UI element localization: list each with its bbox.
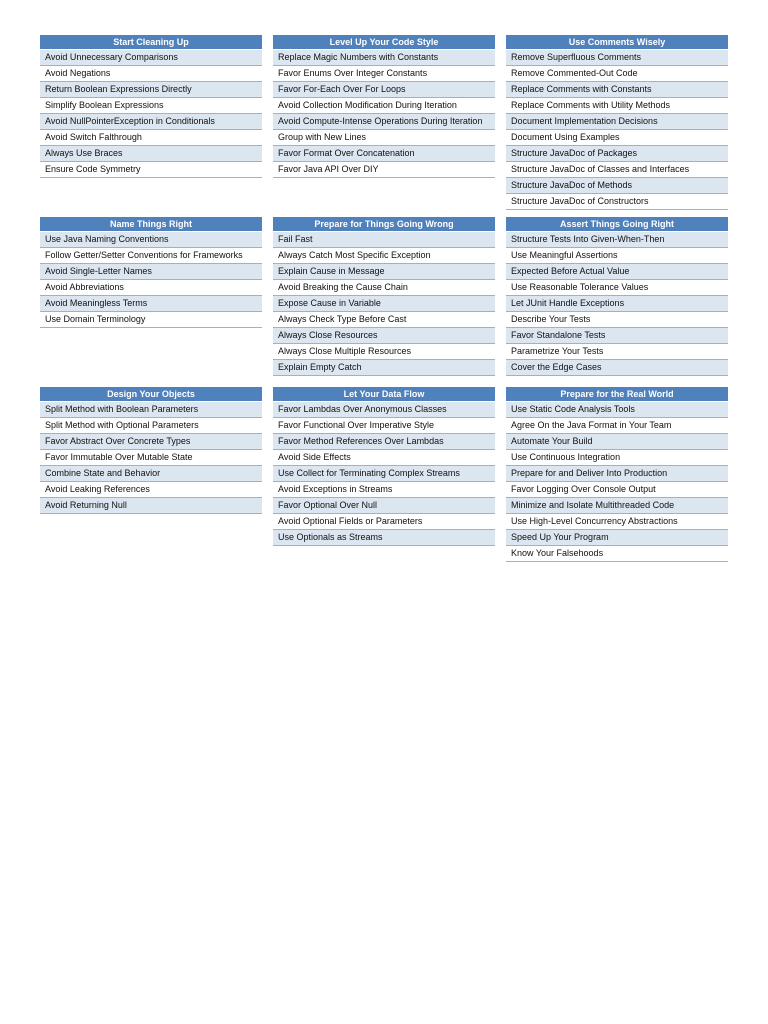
table-row: Avoid Unnecessary Comparisons	[40, 50, 262, 66]
table-row: Let JUnit Handle Exceptions	[506, 296, 728, 312]
table-row: Split Method with Optional Parameters	[40, 418, 262, 434]
table-row: Split Method with Boolean Parameters	[40, 402, 262, 418]
table-row: Use Continuous Integration	[506, 450, 728, 466]
table-name-things-right	[40, 217, 262, 328]
table-row: Describe Your Tests	[506, 312, 728, 328]
table-row: Avoid Meaningless Terms	[40, 296, 262, 312]
table-row: Favor Java API Over DIY	[273, 162, 495, 178]
table-row: Avoid Collection Modification During Iteration	[273, 98, 495, 114]
table-row: Know Your Falsehoods	[506, 546, 728, 562]
table-start-cleaning-up	[40, 35, 262, 178]
table-row: Agree On the Java Format in Your Team	[506, 418, 728, 434]
table-row: Avoid Single-Letter Names	[40, 264, 262, 280]
table-row: Always Catch Most Specific Exception	[273, 248, 495, 264]
table-row: Expected Before Actual Value	[506, 264, 728, 280]
table-row: Avoid NullPointerException in Conditionals	[40, 114, 262, 130]
table-row: Favor Logging Over Console Output	[506, 482, 728, 498]
table-row: Replace Comments with Constants	[506, 82, 728, 98]
table-use-comments-wisely	[506, 35, 728, 210]
table-row: Favor Method References Over Lambdas	[273, 434, 495, 450]
table-title: Assert Things Going Right	[506, 217, 728, 232]
table-row: Return Boolean Expressions Directly	[40, 82, 262, 98]
table-row: Favor For-Each Over For Loops	[273, 82, 495, 98]
table-row: Ensure Code Symmetry	[40, 162, 262, 178]
table-let-your-data-flow	[273, 387, 495, 546]
table-row: Explain Empty Catch	[273, 360, 495, 376]
table-row: Minimize and Isolate Multithreaded Code	[506, 498, 728, 514]
table-row: Structure JavaDoc of Packages	[506, 146, 728, 162]
table-row: Structure JavaDoc of Methods	[506, 178, 728, 194]
table-design-your-objects	[40, 387, 262, 514]
table-row: Follow Getter/Setter Conventions for Frameworks	[40, 248, 262, 264]
table-row: Favor Standalone Tests	[506, 328, 728, 344]
table-title: Prepare for the Real World	[506, 387, 728, 402]
table-level-up-code-style	[273, 35, 495, 178]
table-row: Avoid Leaking References	[40, 482, 262, 498]
table-row: Avoid Compute-Intense Operations During Iteration	[273, 114, 495, 130]
table-row: Fail Fast	[273, 232, 495, 248]
table-row: Favor Functional Over Imperative Style	[273, 418, 495, 434]
table-row: Use Domain Terminology	[40, 312, 262, 328]
table-row: Replace Comments with Utility Methods	[506, 98, 728, 114]
table-prepare-for-things-going-wrong	[273, 217, 495, 376]
table-row: Use Static Code Analysis Tools	[506, 402, 728, 418]
table-row: Remove Superfluous Comments	[506, 50, 728, 66]
table-row: Always Close Multiple Resources	[273, 344, 495, 360]
table-row: Avoid Optional Fields or Parameters	[273, 514, 495, 530]
table-row: Document Using Examples	[506, 130, 728, 146]
table-row: Use Meaningful Assertions	[506, 248, 728, 264]
table-row: Avoid Breaking the Cause Chain	[273, 280, 495, 296]
table-row: Cover the Edge Cases	[506, 360, 728, 376]
table-row: Document Implementation Decisions	[506, 114, 728, 130]
table-row: Favor Format Over Concatenation	[273, 146, 495, 162]
table-row: Replace Magic Numbers with Constants	[273, 50, 495, 66]
table-prepare-for-the-real-world	[506, 387, 728, 562]
table-row: Use Java Naming Conventions	[40, 232, 262, 248]
table-row: Use Reasonable Tolerance Values	[506, 280, 728, 296]
table-row: Use High-Level Concurrency Abstractions	[506, 514, 728, 530]
table-row: Explain Cause in Message	[273, 264, 495, 280]
table-row: Prepare for and Deliver Into Production	[506, 466, 728, 482]
table-row: Avoid Switch Falthrough	[40, 130, 262, 146]
table-row: Simplify Boolean Expressions	[40, 98, 262, 114]
table-title: Design Your Objects	[40, 387, 262, 402]
table-row: Use Optionals as Streams	[273, 530, 495, 546]
table-row: Parametrize Your Tests	[506, 344, 728, 360]
table-assert-things-going-right	[506, 217, 728, 376]
table-row: Favor Enums Over Integer Constants	[273, 66, 495, 82]
table-row: Favor Lambdas Over Anonymous Classes	[273, 402, 495, 418]
table-row: Favor Abstract Over Concrete Types	[40, 434, 262, 450]
table-row: Always Check Type Before Cast	[273, 312, 495, 328]
table-row: Avoid Negations	[40, 66, 262, 82]
table-title: Name Things Right	[40, 217, 262, 232]
table-row: Avoid Abbreviations	[40, 280, 262, 296]
table-row: Automate Your Build	[506, 434, 728, 450]
table-row: Avoid Returning Null	[40, 498, 262, 514]
table-row: Always Use Braces	[40, 146, 262, 162]
table-row: Remove Commented-Out Code	[506, 66, 728, 82]
table-row: Speed Up Your Program	[506, 530, 728, 546]
table-row: Avoid Exceptions in Streams	[273, 482, 495, 498]
table-row: Structure Tests Into Given-When-Then	[506, 232, 728, 248]
table-row: Expose Cause in Variable	[273, 296, 495, 312]
table-row: Always Close Resources	[273, 328, 495, 344]
table-row: Combine State and Behavior	[40, 466, 262, 482]
table-row: Structure JavaDoc of Constructors	[506, 194, 728, 210]
table-row: Structure JavaDoc of Classes and Interfaces	[506, 162, 728, 178]
table-title: Start Cleaning Up	[40, 35, 262, 50]
table-row: Favor Immutable Over Mutable State	[40, 450, 262, 466]
table-title: Let Your Data Flow	[273, 387, 495, 402]
table-title: Use Comments Wisely	[506, 35, 728, 50]
table-row: Favor Optional Over Null	[273, 498, 495, 514]
table-title: Level Up Your Code Style	[273, 35, 495, 50]
table-row: Avoid Side Effects	[273, 450, 495, 466]
table-title: Prepare for Things Going Wrong	[273, 217, 495, 232]
table-row: Group with New Lines	[273, 130, 495, 146]
table-row: Use Collect for Terminating Complex Streams	[273, 466, 495, 482]
